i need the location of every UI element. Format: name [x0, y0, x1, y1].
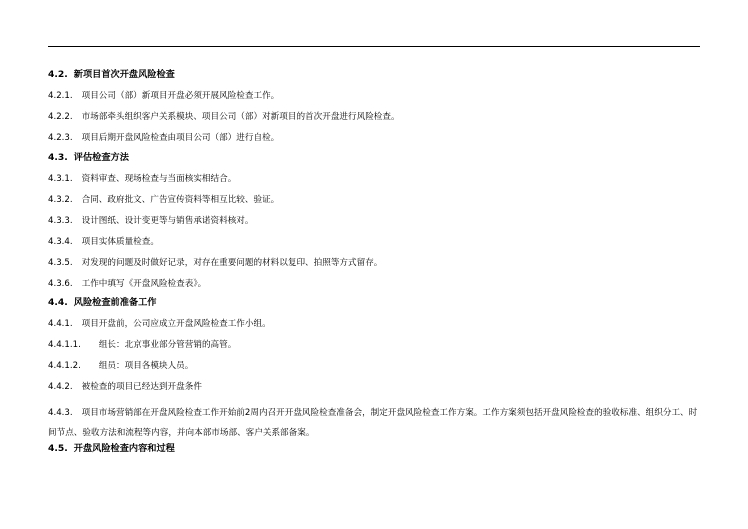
section-heading: [48, 443, 175, 455]
section-number: 4.3.: [48, 152, 68, 163]
clause-number: 4.4.1.: [48, 319, 73, 329]
clause: [48, 257, 382, 269]
clause-text: 项目开盘前，公司应成立开盘风险检查工作小组。: [81, 319, 271, 329]
clause-text: 合同、政府批文、广告宣传资料等相互比较、验证。: [81, 195, 280, 205]
clause-text: 市场部牵头组织客户关系模块、项目公司（部）对新项目的首次开盘进行风险检查。: [81, 112, 400, 122]
clause-number: 4.4.1.2.: [48, 361, 81, 371]
clause-text: 组员：项目各模块人员。: [98, 361, 194, 371]
clause: [48, 318, 271, 330]
clause-number: 4.3.1.: [48, 174, 73, 184]
clause-text: 项目公司（部）新项目开盘必须开展风险检查工作。: [81, 91, 280, 101]
clause-number: 4.3.2.: [48, 195, 73, 205]
clause: [48, 215, 254, 227]
clause-text: 项目实体质量检查。: [81, 237, 159, 247]
clause-text: 项目市场营销部在开盘风险检查工作开始前2周内召开开盘风险检查准备会，制定开盘风险检查工作方案。工作方案须包括开盘风险检查的验收标准、组织分工、时间节点、验收方法和流程等内容，并向本部市场部、客户关系部备案。: [48, 408, 698, 438]
clause-number: 4.4.2.: [48, 382, 73, 392]
clause-number: 4.4.3.: [48, 408, 73, 418]
clause-number: 4.2.3.: [48, 133, 73, 143]
clause-number: 4.2.1.: [48, 91, 73, 101]
section-title: 风险检查前准备工作: [73, 297, 157, 308]
section-heading: [48, 152, 129, 164]
clause: [48, 381, 202, 393]
clause: [48, 132, 279, 144]
clause-number: 4.4.1.1.: [48, 340, 81, 350]
clause: [48, 360, 193, 372]
clause: [48, 90, 279, 102]
clause: [48, 194, 279, 206]
section-number: 4.4.: [48, 297, 68, 308]
clause-text: 对发现的问题及时做好记录，对存在重要问题的材料以复印、拍照等方式留存。: [81, 258, 383, 268]
clause-text: 被检查的项目已经达到开盘条件: [81, 382, 202, 392]
clause-text: 设计图纸、设计变更等与销售承诺资料核对。: [81, 216, 254, 226]
clause-text: 组长：北京事业部分管营销的高管。: [98, 340, 237, 350]
clause-text: 资料审查、现场检查与当面核实相结合。: [81, 174, 237, 184]
clause-text: 工作中填写《开盘风险检查表》。: [81, 279, 207, 289]
section-title: 评估检查方法: [73, 152, 129, 163]
clause-number: 4.2.2.: [48, 112, 73, 122]
clause: [48, 278, 206, 290]
clause-text: 项目后期开盘风险检查由项目公司（部）进行自检。: [81, 133, 280, 143]
clause: [48, 173, 236, 185]
clause: [48, 111, 400, 123]
clause-number: 4.3.4.: [48, 237, 73, 247]
clause: [48, 403, 700, 443]
clause: [48, 236, 159, 248]
clause-number: 4.3.6.: [48, 279, 73, 289]
section-heading: [48, 297, 156, 309]
section-title: 开盘风险检查内容和过程: [73, 443, 175, 454]
header-rule: [48, 46, 700, 47]
clause-number: 4.3.5.: [48, 258, 73, 268]
clause-number: 4.3.3.: [48, 216, 73, 226]
clause: [48, 339, 236, 351]
section-number: 4.2.: [48, 69, 68, 80]
section-title: 新项目首次开盘风险检查: [73, 69, 175, 80]
section-number: 4.5.: [48, 443, 68, 454]
section-heading: [48, 69, 175, 81]
